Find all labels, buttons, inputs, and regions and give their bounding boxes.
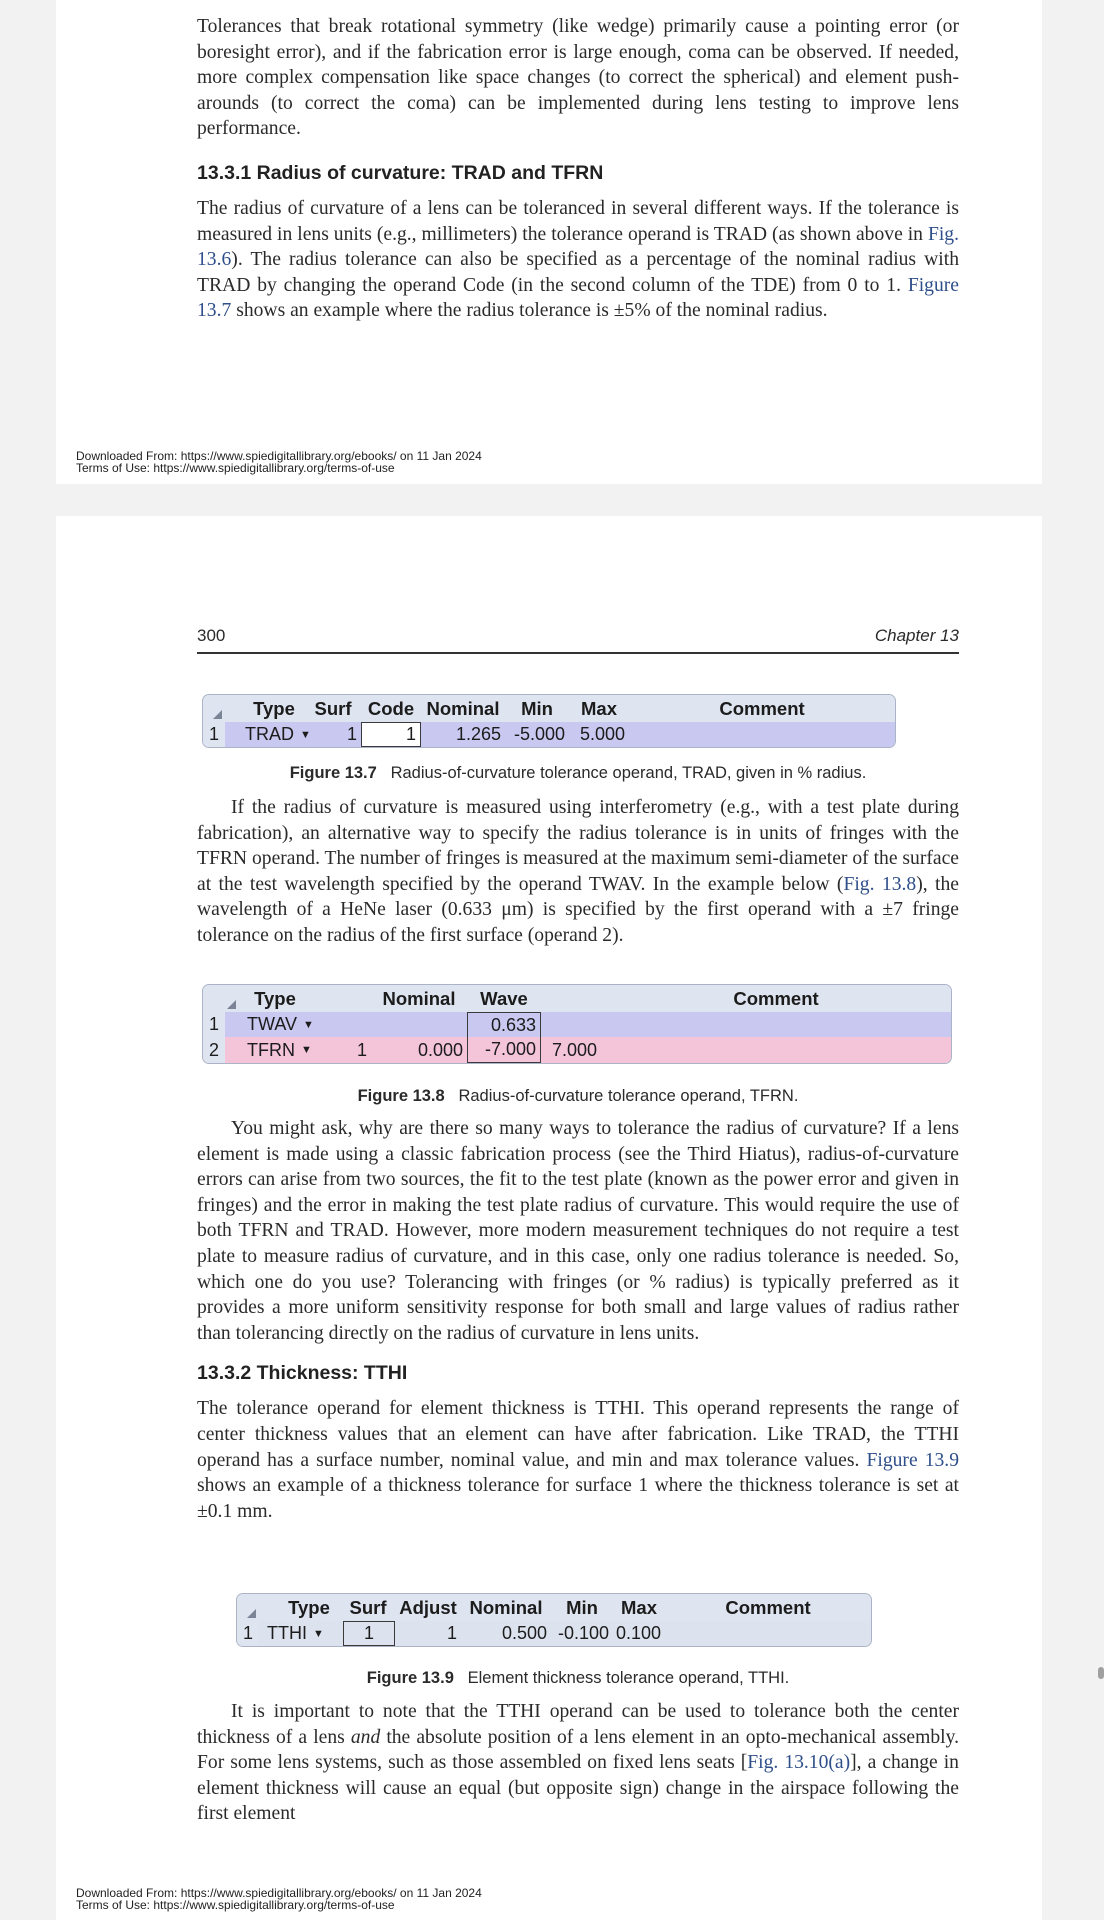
col-nominal: Nominal [426,697,500,719]
row-number: 1 [203,722,225,747]
comment-cell[interactable] [629,722,895,747]
table-corner-icon [213,710,222,719]
min-cell[interactable]: -0.100 [557,1623,609,1643]
download-footer [76,1887,482,1911]
ways-paragraph: You might ask, why are there so many ways to tolerance the radius of curvature? If a lens element is made using a classic fabrication process (see the Third Hiatus), radius-of-curvature errors can arise from two sources, the fit to the test plate (known as the power error and given in fringes) and the error in making the test plate radius of curvature. This would require the use of both TFRN and TRAD. However, more modern measurement techniques do not require a test plate to measure radius of curvature, and in this case, only one radius tolerance is needed. So, which one do you use? Tolerancing with fringes (or % radius) is typically preferred as it provides a more uniform sensitivity response for both small and large values of radius rather than tolerancing directly on the radius of curvature in lens units. [197,1118,959,1344]
tthi-note-text [197,1699,959,1827]
max-cell[interactable]: 0.100 [615,1623,661,1643]
param-cell-2[interactable] [541,1012,601,1037]
code-cell-selected[interactable]: 1 [361,722,421,747]
col-comment: Comment [725,1596,811,1618]
figure-13-9-caption: Figure 13.9 Element thickness tolerance operand, TTHI. [366,1669,790,1687]
page-number: 300 [197,626,226,645]
comment-cell[interactable] [601,1012,951,1037]
table-row[interactable] [203,1012,951,1037]
surf-cell-selected[interactable]: 1 [343,1621,395,1646]
col-wave: Wave [480,987,528,1009]
fig-13-10a-link[interactable]: Fig. 13.10(a) [747,1752,851,1774]
wave-cell[interactable]: 0.633 [467,1012,541,1037]
nominal-cell[interactable]: 0.500 [501,1623,547,1643]
fig-13-6-link[interactable]: Fig. 13.6 [197,223,959,271]
fig-13-8-link[interactable]: Fig. 13.8 [843,873,917,895]
figure-label: Figure 13.9 [366,1669,454,1687]
table-row[interactable] [203,722,895,747]
col-nominal: Nominal [469,1596,543,1618]
page1-body [197,14,959,324]
tthi-note-paragraph: It is important to note that the TTHI operand can be used to tolerance both the center thickness of a lens and the absolute position of a lens element in an opto-mechanical assembly. For some lens systems, such as those assembled on fixed lens seats [Fig. 13.10(a)], a change in element thickness will cause an equal (but opposite sign) change in the airspace following the first element [197,1701,959,1825]
surf-cell[interactable]: 1 [346,724,357,744]
col-min: Min [566,1596,598,1618]
terms-of-use: Terms of Use: https://www.spiedigitallibrary.org/terms-of-use [76,461,395,475]
chapter-label: Chapter 13 [874,626,959,645]
nominal-cell[interactable]: 0.000 [417,1039,463,1060]
min-cell[interactable]: -5.000 [513,724,565,744]
col-code: Code [367,697,415,719]
table-corner-icon [247,1609,256,1618]
col-max: Max [581,697,617,719]
nominal-cell[interactable] [371,1012,467,1037]
type-dropdown[interactable]: TRAD ▼ [245,724,311,744]
section-heading-thickness: 13.3.2 Thickness: TTHI [197,1362,408,1385]
section-heading-radius: 13.3.1 Radius of curvature: TRAD and TFRN [197,161,604,184]
comment-cell[interactable] [665,1621,871,1646]
col-blank2 [541,985,601,1012]
download-footer [76,450,482,474]
dropdown-arrow-icon: ▼ [303,1018,314,1031]
table-header-row [203,695,895,722]
dropdown-arrow-icon: ▼ [313,1627,324,1640]
figure-13-7-caption: Figure 13.7 Radius-of-curvature tolerance operand, TRAD, given in % radius. [289,764,867,782]
col-type: Type [253,697,295,719]
download-source: Downloaded From: https://www.spiedigitallibrary.org/ebooks/ on 11 Jan 2024 [76,449,482,463]
type-dropdown[interactable]: TFRN ▼ [247,1039,312,1060]
row-number: 2 [203,1037,225,1063]
type-dropdown[interactable]: TWAV ▼ [247,1014,314,1034]
table-header-row [237,1594,871,1621]
col-surf: Surf [349,1596,387,1618]
col-comment: Comment [719,697,805,719]
col-min: Min [521,697,553,719]
col-adjust: Adjust [399,1596,457,1618]
radius-paragraph: The radius of curvature of a lens can be toleranced in several different ways. If the tolerance is measured in lens units (e.g., millimeters) the tolerance operand is TRAD (as shown above in Fig. 13.6). The radius tolerance can also be specified as a percentage of the nominal radius with TRAD by changing the operand Code (in the second column of the TDE) from 0 to 1. Figure 13.7 shows an example where the radius tolerance is ±5% of the nominal radius. [197,197,959,322]
tde-table-tthi [236,1593,872,1647]
col-type: Type [254,987,296,1009]
table-corner-icon [227,1000,236,1009]
col-comment: Comment [733,987,819,1009]
col-surf: Surf [314,697,352,719]
param-cell[interactable]: 1 [356,1039,367,1060]
col-max: Max [621,1596,657,1618]
fig-13-7-link[interactable]: Figure 13.7 [197,274,959,322]
tfrn-text [197,795,959,949]
max-cell[interactable]: 7.000 [551,1039,597,1060]
figure-label: Figure 13.7 [289,764,377,782]
tfrn-paragraph: If the radius of curvature is measured using interferometry (e.g., with a test plate during fabrication), an alternative way to specify the radius tolerance is in units of fringes with the TFRN operand. The number of fringes is measured at the maximum semi-diameter of the surface at the test wavelength specified by the operand TWAV. In the example below (Fig. 13.8), the wavelength of a HeNe laser (0.633 μm) is specified by the first operand with a ±7 fringe tolerance on the radius of the first surface (operand 2). [197,797,959,946]
col-blank [307,985,371,1012]
row-number: 1 [203,1012,225,1037]
page-top [56,0,1042,484]
intro-paragraph: Tolerances that break rotational symmetry (like wedge) primarily cause a pointing error (or boresight error), and if the fabrication error is large enough, coma can be observed. If needed, more complex compensation like space changes (to correct the spherical) and element push-arounds (to correct the coma) can be implemented during lens testing to improve lens performance. [197,16,959,140]
download-source: Downloaded From: https://www.spiedigitallibrary.org/ebooks/ on 11 Jan 2024 [76,1886,482,1900]
adjust-cell[interactable]: 1 [446,1623,457,1643]
table-row[interactable] [203,1037,951,1063]
row-number: 1 [237,1621,259,1646]
type-dropdown[interactable]: TTHI ▼ [267,1623,324,1643]
terms-of-use: Terms of Use: https://www.spiedigitallibrary.org/terms-of-use [76,1898,395,1912]
dropdown-arrow-icon: ▼ [301,1044,312,1056]
dropdown-arrow-icon: ▼ [300,728,311,741]
col-type: Type [288,1596,330,1618]
fig-13-9-link[interactable]: Figure 13.9 [866,1449,960,1471]
min-cell[interactable]: -7.000 [467,1037,541,1063]
running-header [197,626,959,654]
col-nominal: Nominal [382,987,456,1009]
table-header-row [203,985,951,1012]
figure-13-8-caption: Figure 13.8 Radius-of-curvature tolerance operand, TFRN. [357,1087,799,1105]
scrollbar-thumb[interactable] [1098,1667,1104,1679]
ways-text [197,1116,959,1524]
nominal-cell[interactable]: 1.265 [455,724,501,744]
thickness-paragraph: The tolerance operand for element thickness is TTHI. This operand represents the range of center thickness values that an element can have after fabrication. Like TRAD, the TTHI operand has a surface number, nominal value, and min and max tolerance values. Figure 13.9 shows an example of a thickness tolerance for surface 1 where the thickness tolerance is set at ±0.1 mm. [197,1398,960,1522]
tde-table-trad [202,694,896,748]
table-row[interactable] [237,1621,871,1646]
comment-cell[interactable] [601,1037,951,1063]
page-300 [56,516,1042,1920]
figure-label: Figure 13.8 [357,1087,445,1105]
param-cell[interactable] [307,1012,371,1037]
max-cell[interactable]: 5.000 [579,724,625,744]
tde-table-tfrn [202,984,952,1064]
